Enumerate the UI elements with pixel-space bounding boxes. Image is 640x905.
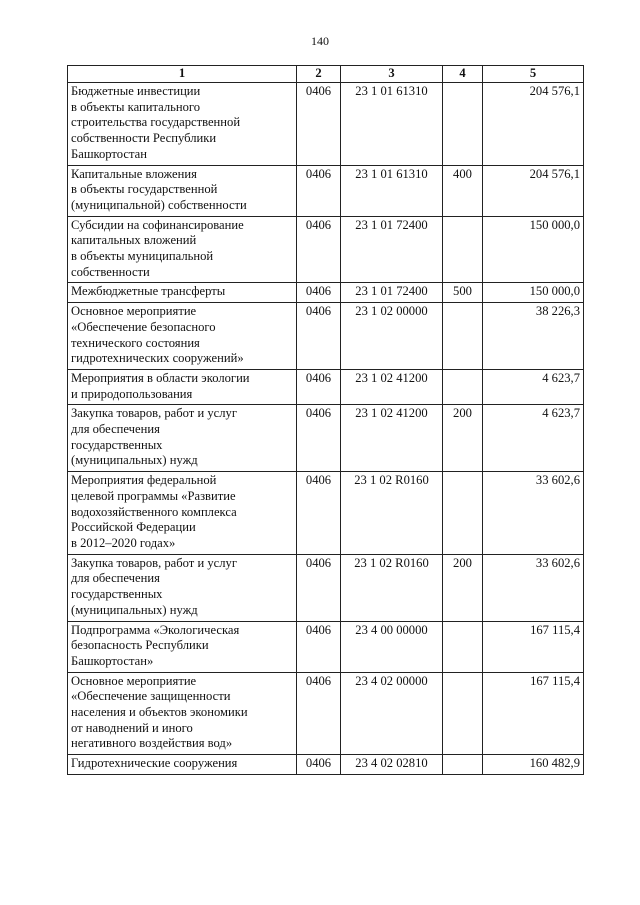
cell-section: 0406	[297, 621, 341, 672]
cell-name-line: для обеспечения	[71, 422, 160, 437]
cell-name-line: Подпрограмма «Экологическая	[71, 622, 240, 637]
cell-name-line: целевой программы «Развитие	[71, 488, 236, 503]
table-row	[68, 621, 584, 672]
cell-name-line: строительства государственной	[71, 115, 241, 130]
cell-name	[68, 554, 297, 621]
table-row	[68, 369, 584, 404]
cell-name-line: от наводнений и иного	[71, 720, 193, 735]
cell-amount: 204 576,1	[483, 83, 584, 166]
cell-name-line: Башкортостан	[71, 146, 147, 161]
table-row	[68, 83, 584, 166]
cell-name-line: в объекты муниципальной	[71, 249, 214, 264]
cell-name	[68, 303, 297, 370]
cell-code: 23 1 02 41200	[341, 369, 443, 404]
cell-name-line: Закупка товаров, работ и услуг	[71, 555, 237, 570]
cell-name-line: Межбюджетные трансферты	[71, 284, 226, 299]
cell-name-line: Субсидии на софинансирование	[71, 217, 244, 232]
cell-section: 0406	[297, 472, 341, 555]
cell-code: 23 4 02 02810	[341, 755, 443, 775]
cell-amount: 33 602,6	[483, 554, 584, 621]
cell-name	[68, 472, 297, 555]
cell-code: 23 1 02 R0160	[341, 472, 443, 555]
cell-kind	[443, 672, 483, 755]
cell-name-line: государственных	[71, 587, 163, 602]
cell-amount: 150 000,0	[483, 216, 584, 283]
cell-name	[68, 621, 297, 672]
cell-kind: 200	[443, 405, 483, 472]
cell-kind	[443, 621, 483, 672]
cell-section: 0406	[297, 405, 341, 472]
cell-section: 0406	[297, 369, 341, 404]
cell-name-line: (муниципальных) нужд	[71, 453, 198, 468]
cell-kind	[443, 369, 483, 404]
cell-code: 23 1 02 R0160	[341, 554, 443, 621]
table-body	[68, 83, 584, 775]
cell-name-line: Основное мероприятие	[71, 304, 197, 319]
budget-table	[67, 65, 584, 775]
cell-code: 23 1 01 72400	[341, 283, 443, 303]
cell-name-line: «Обеспечение защищенности	[71, 689, 231, 704]
cell-name	[68, 755, 297, 775]
cell-section: 0406	[297, 755, 341, 775]
cell-name-line: в 2012–2020 годах»	[71, 535, 176, 550]
table-row	[68, 303, 584, 370]
cell-amount: 4 623,7	[483, 369, 584, 404]
cell-kind	[443, 216, 483, 283]
cell-kind	[443, 303, 483, 370]
cell-amount: 167 115,4	[483, 621, 584, 672]
cell-section: 0406	[297, 672, 341, 755]
cell-section: 0406	[297, 554, 341, 621]
header-row	[68, 66, 584, 83]
table-row	[68, 405, 584, 472]
cell-amount: 38 226,3	[483, 303, 584, 370]
cell-code: 23 1 02 00000	[341, 303, 443, 370]
cell-name-line: собственности	[71, 264, 150, 279]
cell-name	[68, 83, 297, 166]
header-cell-name: 1	[68, 66, 297, 83]
cell-code: 23 1 01 61310	[341, 165, 443, 216]
cell-amount: 204 576,1	[483, 165, 584, 216]
cell-name	[68, 283, 297, 303]
cell-name-line: Капитальные вложения	[71, 166, 197, 181]
cell-section: 0406	[297, 216, 341, 283]
cell-amount: 33 602,6	[483, 472, 584, 555]
cell-code: 23 1 02 41200	[341, 405, 443, 472]
cell-name-line: для обеспечения	[71, 571, 160, 586]
cell-name	[68, 672, 297, 755]
cell-kind	[443, 755, 483, 775]
header-cell-section: 2	[297, 66, 341, 83]
cell-name-line: в объекты капитального	[71, 99, 201, 114]
table-row	[68, 672, 584, 755]
cell-name-line: негативного воздействия вод»	[71, 736, 233, 751]
table-row	[68, 216, 584, 283]
cell-name	[68, 216, 297, 283]
header-cell-kind: 4	[443, 66, 483, 83]
cell-name-line: (муниципальной) собственности	[71, 197, 247, 212]
cell-kind	[443, 83, 483, 166]
table-row	[68, 283, 584, 303]
cell-name-line: Башкортостан»	[71, 653, 154, 668]
cell-amount: 160 482,9	[483, 755, 584, 775]
cell-name-line: в объекты государственной	[71, 182, 218, 197]
cell-name-line: населения и объектов экономики	[71, 705, 248, 720]
cell-code: 23 1 01 61310	[341, 83, 443, 166]
cell-amount: 167 115,4	[483, 672, 584, 755]
cell-name-line: Мероприятия в области экологии	[71, 370, 250, 385]
cell-amount: 150 000,0	[483, 283, 584, 303]
cell-section: 0406	[297, 165, 341, 216]
cell-name-line: безопасность Республики	[71, 638, 209, 653]
cell-name-line: (муниципальных) нужд	[71, 602, 198, 617]
cell-amount: 4 623,7	[483, 405, 584, 472]
cell-kind	[443, 472, 483, 555]
cell-section: 0406	[297, 83, 341, 166]
cell-kind: 200	[443, 554, 483, 621]
cell-name-line: Гидротехнические сооружения	[71, 756, 238, 771]
cell-name-line: собственности Республики	[71, 131, 217, 146]
header-cell-amount: 5	[483, 66, 584, 83]
cell-name	[68, 165, 297, 216]
header-cell-code: 3	[341, 66, 443, 83]
cell-name-line: водохозяйственного комплекса	[71, 504, 237, 519]
cell-name-line: Основное мероприятие	[71, 673, 197, 688]
cell-code: 23 4 00 00000	[341, 621, 443, 672]
cell-name-line: гидротехнических сооружений»	[71, 351, 244, 366]
cell-name-line: технического состояния	[71, 335, 200, 350]
cell-name-line: капитальных вложений	[71, 233, 197, 248]
cell-name	[68, 405, 297, 472]
cell-section: 0406	[297, 283, 341, 303]
cell-name-line: Закупка товаров, работ и услуг	[71, 406, 237, 421]
cell-name-line: Бюджетные инвестиции	[71, 84, 201, 98]
table-row	[68, 165, 584, 216]
page-number: 140	[311, 34, 329, 48]
cell-kind: 500	[443, 283, 483, 303]
cell-name-line: Российской Федерации	[71, 520, 196, 535]
table-row	[68, 554, 584, 621]
cell-name	[68, 369, 297, 404]
table-row	[68, 472, 584, 555]
cell-code: 23 1 01 72400	[341, 216, 443, 283]
cell-name-line: государственных	[71, 437, 163, 452]
cell-name-line: и природопользования	[71, 386, 193, 401]
cell-code: 23 4 02 00000	[341, 672, 443, 755]
cell-section: 0406	[297, 303, 341, 370]
cell-name-line: Мероприятия федеральной	[71, 473, 217, 488]
cell-name-line: «Обеспечение безопасного	[71, 319, 216, 334]
table-row	[68, 755, 584, 775]
cell-kind: 400	[443, 165, 483, 216]
